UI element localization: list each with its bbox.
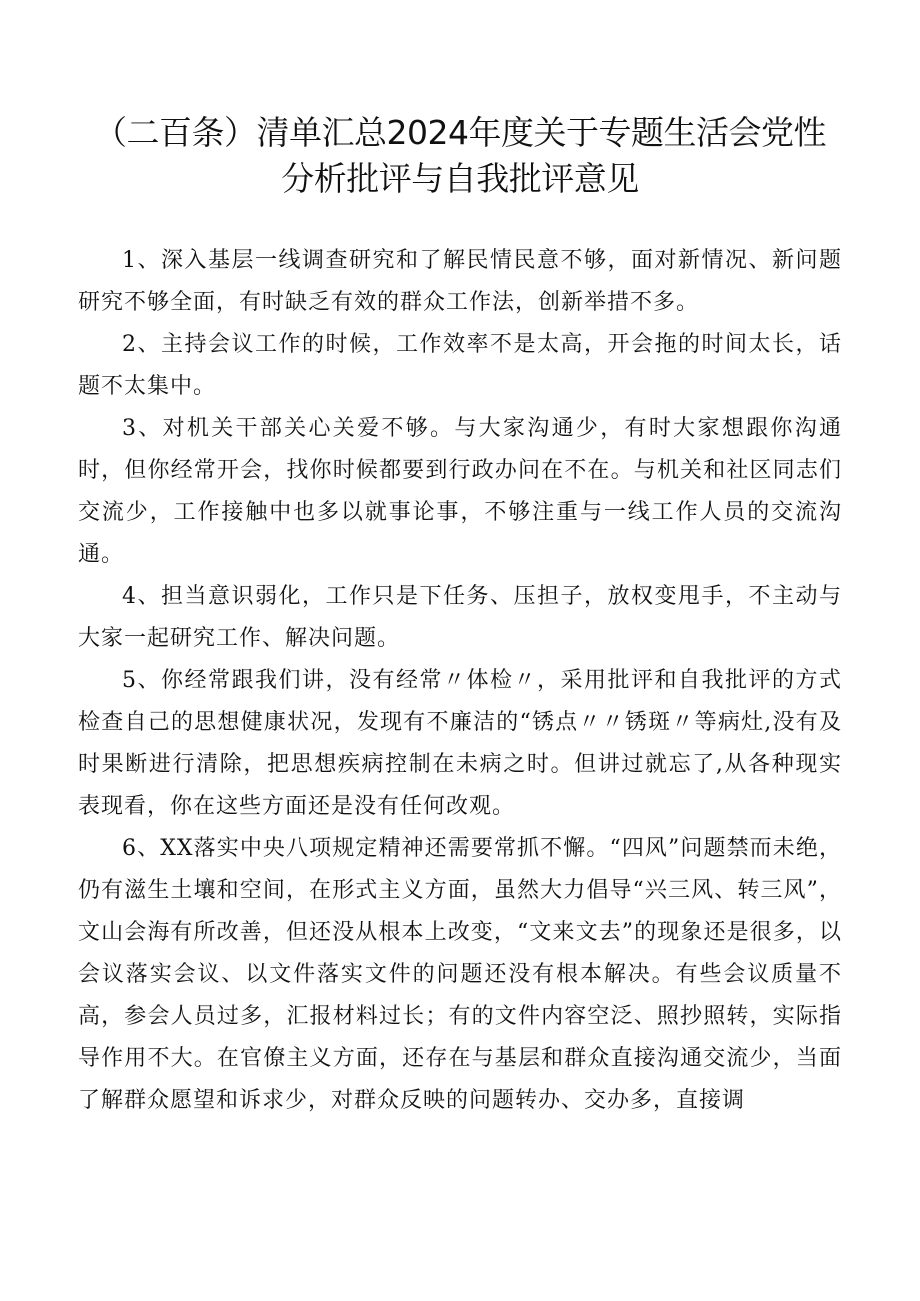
paragraph-3: 3、对机关干部关心关爱不够。与大家沟通少，有时大家想跟你沟通时，但你经常开会，找你时候都要到行政办问在不在。与机关和社区同志们交流少，工作接触中也多以就事论事，不够注重与一线工作人员的交流沟通。 bbox=[78, 416, 842, 567]
paragraph-4: 4、担当意识弱化，工作只是下任务、压担子，放权变甩手，不主动与大家一起研究工作、解决问题。 bbox=[78, 584, 842, 651]
paragraph-6: 6、XX落实中央八项规定精神还需要常抓不懈。“四风”问题禁而未绝，仍有滋生土壤和空间，在形式主义方面，虽然大力倡导“兴三风、转三风”，文山会海有所改善，但还没从根本上改变，“文来文去”的现象还是很多，以会议落实会议、以文件落实文件的问题还没有根本解决。有些会议质量不高，参会人员过多，汇报材料过长；有的文件内容空泛、照抄照转，实际指导作用不大。在官僚主义方面，还存在与基层和群众直接沟通交流少，当面了解群众愿望和诉求少，对群众反映的问题转办、交办多，直接调 bbox=[78, 836, 842, 1113]
paragraph-5: 5、你经常跟我们讲，没有经常〃体检〃，采用批评和自我批评的方式检查自己的思想健康状况，发现有不廉洁的“锈点〃〃锈斑〃等病灶,没有及时果断进行清除，把思想疾病控制在未病之时。但讲过就忘了,从各种现实表现看，你在这些方面还是没有任何改观。 bbox=[78, 668, 842, 819]
paragraph-1: 1、深入基层一线调查研究和了解民情民意不够，面对新情况、新问题研究不够全面，有时缺乏有效的群众工作法，创新举措不多。 bbox=[78, 248, 842, 315]
document-title: （二百条）清单汇总2024年度关于专题生活会党性分析批评与自我批评意见 bbox=[94, 113, 826, 198]
paragraph-2: 2、主持会议工作的时候，工作效率不是太高，开会拖的时间太长，话题不太集中。 bbox=[78, 332, 842, 399]
document-body bbox=[78, 240, 842, 1122]
